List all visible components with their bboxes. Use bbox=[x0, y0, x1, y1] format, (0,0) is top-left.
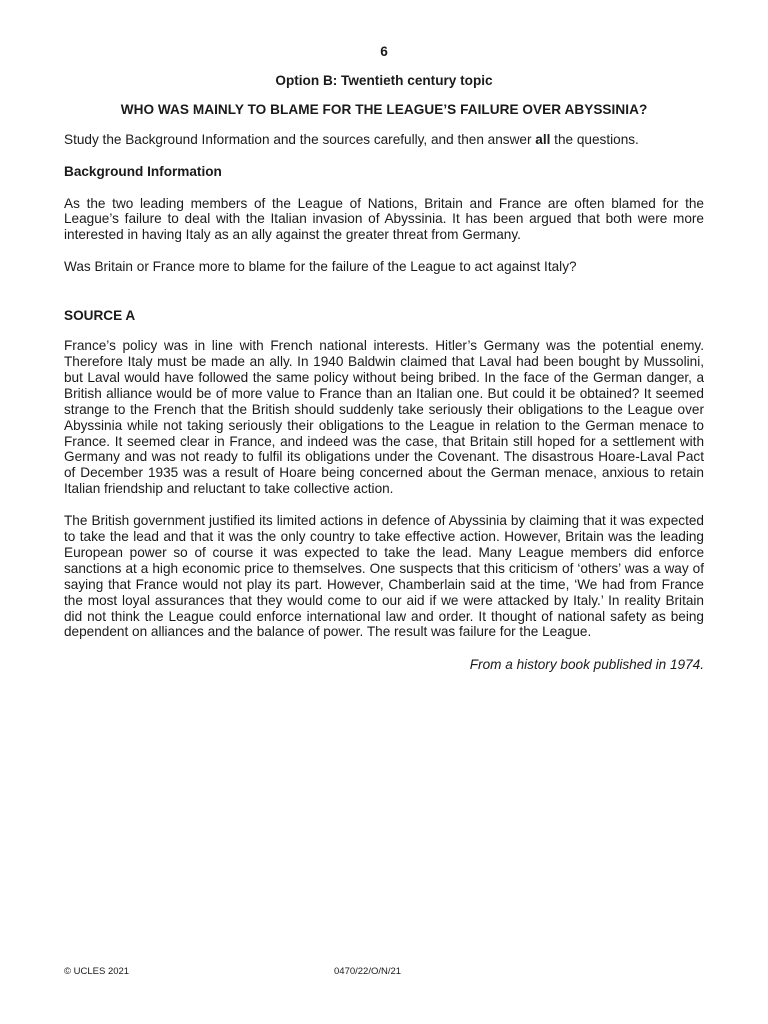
background-paragraph: As the two leading members of the League of Nations, Britain and France are often blamed for the League’s failure to deal with the Italian invasion of Abyssinia. It has been argued that both were more interested in having Italy as an ally against the greater threat from Germany. bbox=[64, 195, 704, 243]
instructions-after: the questions. bbox=[550, 131, 639, 147]
source-a-paragraph-1: France’s policy was in line with French national interests. Hitler’s Germany was the potential enemy. Therefore Italy must be made an ally. In 1940 Baldwin claimed that Laval had been bought by Mussolini, but Laval would have followed the same policy without being bribed. In the face of the German danger, a British alliance would be of more value to France than an Italian one. But could it be obtained? It seemed strange to the French that the British should suddenly take seriously their obligations to the League over Abyssinia while not taking seriously their obligations to the League in relation to the German menace to France. It seemed clear in France, and indeed was the case, that Britain still hoped for a settlement with Germany and was not ready to fulfil its obligations under the Covenant. The disastrous Hoare-Laval Pact of December 1935 was a result of Hoare being concerned about the German menace, anxious to retain Italian friendship and reluctant to take collective action. bbox=[64, 338, 704, 497]
option-title: Option B: Twentieth century topic bbox=[275, 72, 493, 88]
footer-paper-code: 0470/22/O/N/21 bbox=[334, 966, 402, 977]
instructions-before: Study the Background Information and the sources carefully, and then answer bbox=[64, 131, 536, 147]
background-question: Was Britain or France more to blame for the failure of the League to act against Italy? bbox=[64, 259, 577, 275]
instructions bbox=[64, 132, 704, 148]
source-a-paragraph-2: The British government justified its limited actions in defence of Abyssinia by claiming that it was expected to take the lead and that it was the only country to take effective action. However, Britain was the leading European power so of course it was expected to take the lead. Many League members did enforce sanctions at a high economic price to themselves. One suspects that this criticism of ‘others’ was a way of saying that France would not play its part. However, Chamberlain said at the time, ‘We had from France the most loyal assurances that they would come to our aid if we were attacked by Italy.’ In reality Britain did not think the League could enforce international law and order. It thought of national safety as being dependent on alliances and the balance of power. The result was failure for the League. bbox=[64, 513, 704, 640]
background-heading: Background Information bbox=[64, 163, 222, 179]
page-number: 6 bbox=[380, 44, 388, 59]
exam-page bbox=[64, 44, 704, 673]
footer-copyright: © UCLES 2021 bbox=[64, 966, 130, 977]
source-a-attribution: From a history book published in 1974. bbox=[469, 657, 704, 673]
source-a-heading: SOURCE A bbox=[64, 308, 136, 324]
question-title: WHO WAS MAINLY TO BLAME FOR THE LEAGUE’S FAILURE OVER ABYSSINIA? bbox=[120, 101, 648, 117]
instructions-emphasis: all bbox=[535, 131, 551, 147]
